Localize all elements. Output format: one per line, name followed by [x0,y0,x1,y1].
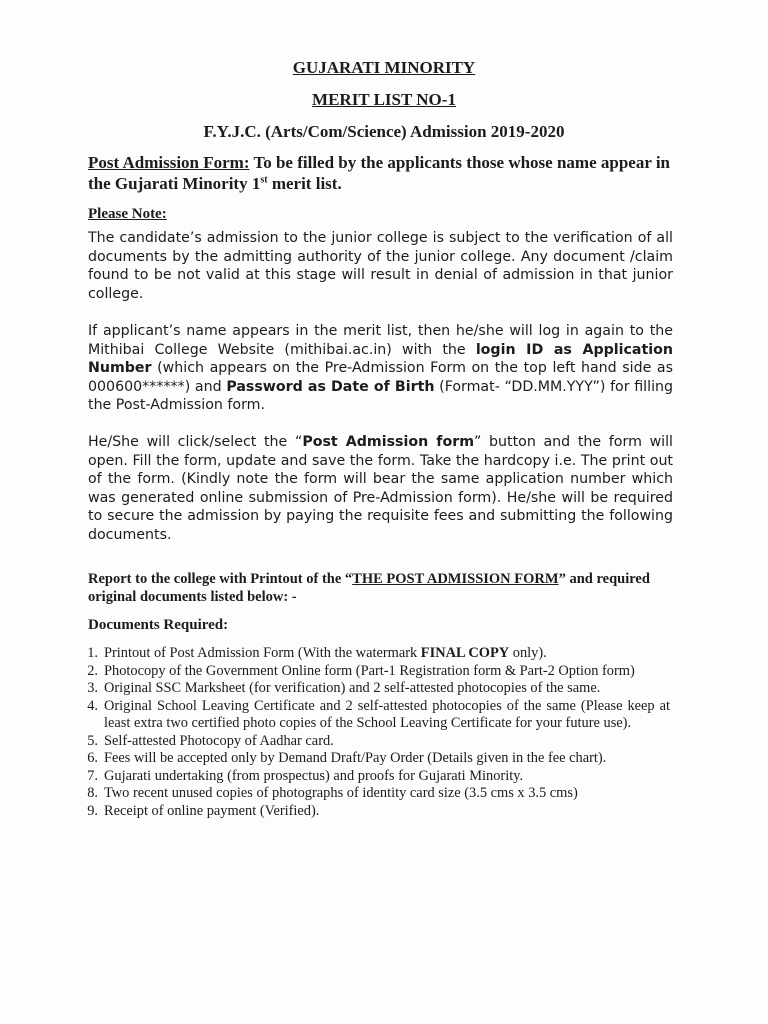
list-item: 7. Gujarati undertaking (from prospectus) and proofs for Gujarati Minority. [87,767,524,784]
ordinal-suffix: st [260,174,268,186]
post-admission-form-text-a: To be filled by the applicants those whose name appear in the Gujarati Minority 1 [88,153,671,193]
title-merit-list: MERIT LIST NO-1 [312,90,456,109]
note-paragraph-2 [88,322,673,415]
post-admission-form-label: Post Admission Form: [88,153,250,172]
list-item: 5. Self-attested Photocopy of Aadhar card. [87,732,334,749]
para2-text-d: (Format- “DD.MM.YYY”) for filling the Post-Admission form. [88,378,674,414]
documents-list [70,645,670,820]
list-item: 9. Receipt of online payment (Verified). [87,802,320,819]
para3-text-c: ” button and the form will open. Fill the form, update and save the form. Take the hardcopy i.e. The print out of the form. (Kindly note the form will bear the same application number which was generated online submission of Pre-Admission form). He/she will be required to secure the admission by paying the requisite fees and submitting the following documents. [88,434,673,543]
note-paragraph-1 [88,229,673,303]
report-text-b: ” and required original documents listed below: - [88,571,650,605]
title-gujarati-minority: GUJARATI MINORITY [292,58,476,77]
report-post-admission-form: THE POST ADMISSION FORM [352,571,559,587]
list-item: 6. Fees will be accepted only by Demand Draft/Pay Order (Details given in the fee chart). [87,750,607,766]
list-item: 3. Original SSC Marksheet (for verification) and 2 self-attested photocopies of the same. [87,680,601,696]
report-instruction [88,570,673,606]
list-item: 2. Photocopy of the Government Online form (Part-1 Registration form & Part-2 Option form) [87,662,635,679]
documents-required-heading: Documents Required: [88,617,229,633]
note-paragraph-1-text: The candidate’s admission to the junior college is subject to the verification of all documents by the admitting authority of the junior college. Any document /claim found to be not valid at this stage will result in denial of admission in that junior college. [88,230,673,302]
para2-login-id: login ID as Application Number [88,341,673,377]
list-item: 4. Original School Leaving Certificate and 2 self-attested photocopies of the same (Please keep at least extra two certified photo copies of the School Leaving Certificate for your future use). [87,697,670,731]
para3-post-admission-form: Post Admission form [302,434,474,450]
post-admission-form-heading [88,152,678,194]
report-text-a: Report to the college with Printout of the “ [88,571,353,587]
para2-password: Password as Date of Birth [226,378,435,395]
please-note-heading: Please Note: [88,206,167,222]
note-paragraph-3 [88,433,673,545]
para3-text-a: He/She will click/select the “ [88,434,303,450]
list-item: 8. Two recent unused copies of photographs of identity card size (3.5 cms x 3.5 cms) [87,785,578,801]
para2-text-c: (which appears on the Pre-Admission Form on the top left hand side as 000600******) and [88,360,673,395]
title-admission-year: F.Y.J.C. (Arts/Com/Science) Admission 2019-2020 [203,122,565,141]
para2-text-a: If applicant’s name appears in the merit list, then he/she will log in again to the Mithibai College Website (mithibai.ac.in) with the [88,323,673,358]
post-admission-form-text-b: merit list. [267,174,342,193]
list-item: 1. Printout of Post Admission Form (With the watermark FINAL COPY only). [87,645,547,661]
